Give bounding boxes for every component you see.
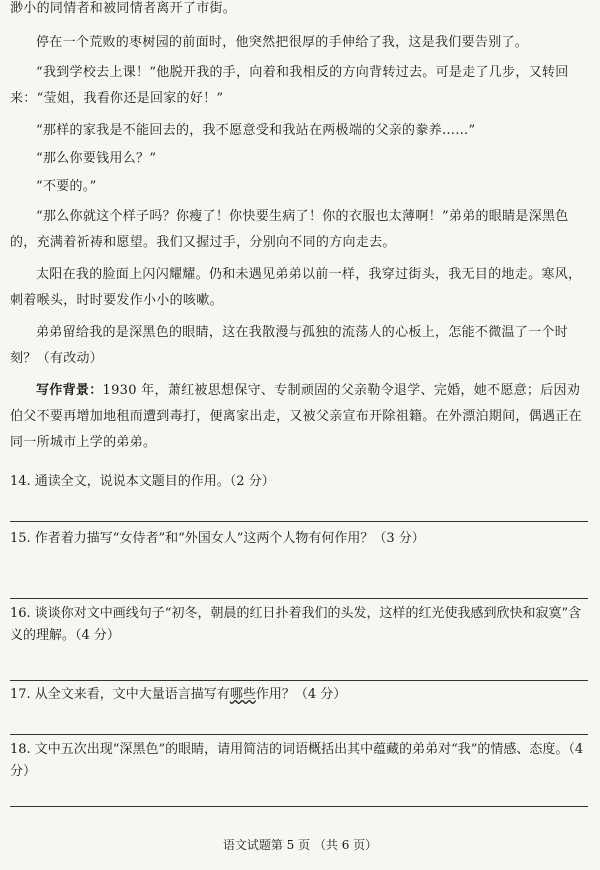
passage-paragraph-1: 渺小的同情者和被同情者离开了市街。 — [10, 1, 237, 16]
passage-paragraph-3: “我到学校去上课！”他脱开我的手，向着和我相反的方向背转过去。可是走了几步，又转回来：“莹姐，我看你还是回家的好！” — [10, 65, 569, 106]
writing-background — [10, 378, 588, 456]
answer-line-15 — [10, 598, 588, 599]
answer-line-14 — [10, 521, 588, 522]
passage-paragraph-7: “那么你就这个样子吗？你瘦了！你快要生病了！你的衣服也太薄啊！”弟弟的眼睛是深黑色的，充满着祈祷和愿望。我们又握过手，分别向不同的方向走去。 — [10, 209, 569, 250]
passage-paragraph-8: 太阳在我的脸面上闪闪耀耀。仍和未遇见弟弟以前一样，我穿过街头，我无目的地走。寒风，刺着喉头，时时要发作小小的咳嗽。 — [10, 267, 582, 308]
passage-paragraph-4: “那样的家我是不能回去的，我不愿意受和我站在两极端的父亲的豢养……” — [36, 123, 476, 138]
passage-paragraph-5: “那么你要钱用么？” — [36, 151, 157, 166]
question-14: 14. 通读全文，说说本文题目的作用。（2 分） — [10, 474, 275, 489]
passage-paragraph-9: 弟弟留给我的是深黑色的眼睛，这在我散漫与孤独的流荡人的心板上，怎能不微温了一个时刻？（有改动） — [10, 325, 569, 366]
answer-line-16 — [10, 680, 588, 681]
question-17-marked-word: 哪些 — [229, 687, 256, 702]
question-16: 16. 谈谈你对文中画线句子“初冬，朝晨的红日扑着我们的头发，这样的红光使我感到欣快和寂寞”含义的理解。（4 分） — [10, 606, 582, 643]
page-footer: 语文试题第 5 页 （共 6 页） — [222, 838, 378, 852]
answer-line-17 — [10, 734, 588, 735]
writing-background-label: 写作背景： — [36, 383, 103, 398]
answer-line-18 — [10, 806, 588, 807]
passage-paragraph-2: 停在一个荒败的枣树园的前面时，他突然把很厚的手伸给了我，这是我们要告别了。 — [36, 35, 529, 50]
question-18: 18. 文中五次出现“深黑色”的眼睛，请用简洁的词语概括出其中蕴藏的弟弟对“我”的情感、态度。（4 分） — [10, 742, 584, 779]
question-17-text-b: 作用？（4 分） — [255, 687, 347, 702]
writing-background-text: 1930 年，萧红被思想保守、专制顽固的父亲勒令退学、完婚，她不愿意；后因劝伯父不要再增加地租而遭到毒打，便离家出走，又被父亲宣布开除祖籍。在外漂泊期间，偶遇正在同一所城市上学的弟弟。 — [10, 383, 582, 450]
question-17-text-a: 17. 从全文来看，文中大量语言描写有 — [10, 687, 230, 702]
question-17 — [10, 684, 588, 706]
question-15: 15. 作者着力描写“女侍者”和“外国女人”这两个人物有何作用？（3 分） — [10, 531, 425, 546]
passage-paragraph-6: “不要的。” — [36, 179, 97, 194]
